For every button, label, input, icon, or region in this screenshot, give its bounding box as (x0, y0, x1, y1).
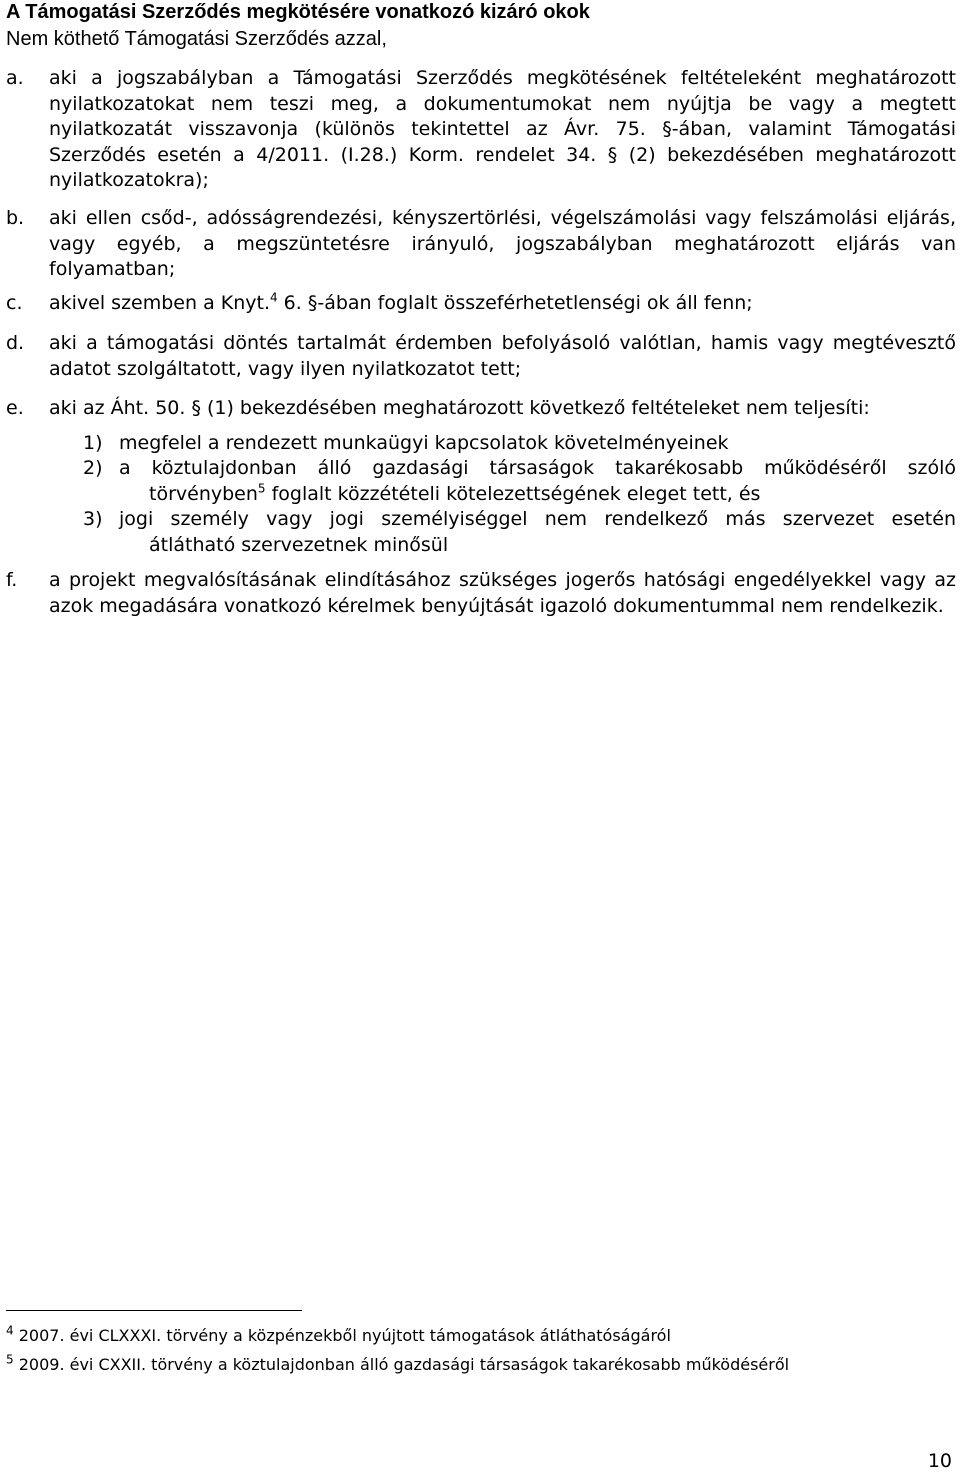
footnote-separator (6, 1310, 302, 1311)
list-item-letter: a. (6, 67, 24, 89)
list-item-letter: d. (6, 332, 25, 354)
sub-list-text: a köztulajdonban álló gazdasági társaságok takarékosabb működéséről szóló törvényben$^5$ foglalt közzétételi kötelezettségének eleget tett, és (119, 457, 956, 505)
sub-list-number: 2) (83, 457, 103, 479)
list-item-letter: b. (6, 207, 25, 229)
list-item (6, 396, 956, 422)
section-heading: A Támogatási Szerződés megkötésére vonatkozó kizáró okok (6, 1, 590, 23)
list-item-letter: e. (6, 397, 24, 419)
list-item-text: akivel szemben a Knyt.$^4$ 6. §-ában foglalt összeférhetetlenségi ok áll fenn; (49, 290, 753, 314)
list-item-text: a projekt megvalósításának elindításához szükséges jogerős hatósági engedélyekkel vagy az azok megadására vonatkozó kérelmek benyújtását igazoló dokumentummal nem rendelkezik. (49, 569, 956, 617)
sub-list-item (83, 456, 956, 507)
sub-list-text: megfelel a rendezett munkaügyi kapcsolatok követelményeinek (119, 432, 729, 454)
list-item (6, 206, 956, 283)
footnote-ref: 5 (257, 481, 266, 496)
list-item (6, 291, 956, 317)
section-intro: Nem köthető Támogatási Szerződés azzal, (6, 28, 387, 50)
list-item-text: aki az Áht. 50. § (1) bekezdésében meghatározott következő feltételeket nem teljesíti: (49, 397, 870, 419)
sub-list-number: 1) (83, 432, 103, 454)
footnote-ref: 4 (270, 290, 278, 305)
list-item (6, 66, 956, 194)
sub-list-number: 3) (83, 508, 103, 530)
list-item-text: aki a jogszabályban a Támogatási Szerződés megkötésének feltételeként meghatározott nyilatkozatokat nem teszi meg, a dokumentumokat nem nyújtja be vagy a megtett nyilatkozatát visszavonja (különös tekintettel az Ávr. 75. §-ában, valamint Támogatási Szerződés esetén a 4/2011. (I.28.) Korm. rendelet 34. § (2) bekezdésében meghatározott nyilatkozatokra); (49, 67, 956, 191)
list-item (6, 331, 956, 382)
sub-list-item (83, 507, 956, 558)
list-item-letter: f. (6, 569, 18, 591)
list-item-text: aki a támogatási döntés tartalmát érdemben befolyásoló valótlan, hamis vagy megtévesztő adatot szolgáltatott, vagy ilyen nyilatkozatot tett; (49, 332, 956, 380)
list-item-letter: c. (6, 292, 23, 314)
footnote: $^5$ 2009. évi CXXII. törvény a köztulajdonban álló gazdasági társaságok takarékosabb működéséről (6, 1352, 790, 1374)
list-item-text: aki ellen csőd-, adósságrendezési, kényszertörlési, végelszámolási vagy felszámolási eljárás, vagy egyéb, a megszüntetésre irányuló, jogszabályban meghatározott eljárás van folyamatban; (49, 207, 956, 280)
list-item (6, 568, 956, 619)
sub-list-text: jogi személy vagy jogi személyiséggel nem rendelkező más szervezet esetén átlátható szervezetnek minősül (119, 508, 956, 556)
page-number: 10 (927, 1450, 952, 1472)
footnote: $^4$ 2007. évi CLXXXI. törvény a közpénzekből nyújtott támogatások átláthatóságáról (6, 1323, 671, 1345)
sub-list-item (83, 431, 956, 457)
